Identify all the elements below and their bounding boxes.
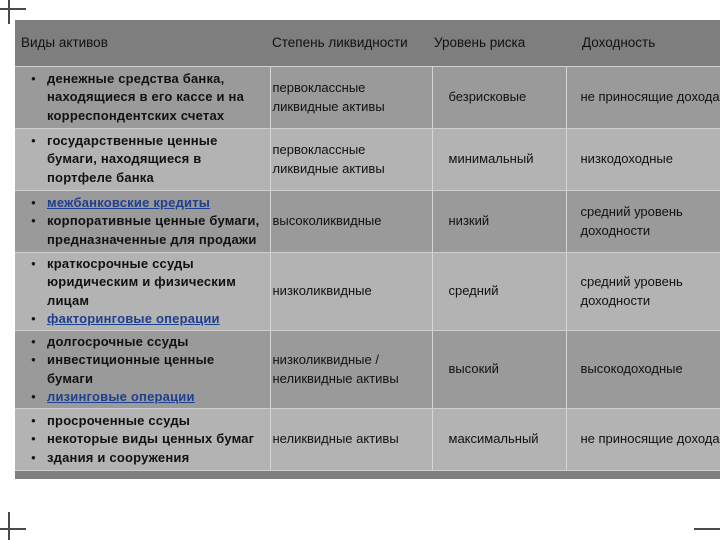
asset-text: юридическим и физическим: [47, 274, 237, 289]
asset-line: [19, 449, 270, 468]
bullet-dot-icon: ●: [31, 434, 36, 444]
table-row: [15, 409, 720, 471]
header-risk: Уровень риска: [432, 20, 566, 67]
asset-line: [19, 70, 270, 89]
liquidity-text: высоколиквидные: [272, 213, 382, 229]
asset-text: лицам: [47, 292, 90, 308]
asset-types-cell: [15, 67, 270, 129]
table-header-row: [15, 20, 720, 67]
asset-line: [19, 132, 270, 151]
asset-text: государственные ценные: [47, 132, 218, 148]
yield-cell: [566, 331, 720, 409]
asset-line: [19, 107, 270, 126]
risk-cell: [432, 129, 566, 191]
asset-link[interactable]: факторинговые операции: [47, 311, 220, 326]
risk-text: низкий: [448, 213, 490, 229]
risk-cell: [432, 409, 566, 471]
asset-text: бумаги, находящиеся в: [47, 151, 202, 167]
frame-bottom-left: [0, 528, 26, 530]
asset-line: [19, 212, 270, 231]
asset-line: [19, 430, 270, 449]
risk-text: безрисковые: [448, 89, 527, 105]
asset-text: денежные средства банка,: [47, 70, 225, 86]
bullet-dot-icon: ●: [31, 258, 36, 268]
liquidity-cell: [270, 129, 432, 191]
asset-line: [19, 388, 270, 407]
table-row: [15, 331, 720, 409]
liquidity-cell: [270, 67, 432, 129]
risk-cell: [432, 67, 566, 129]
asset-line: [19, 150, 270, 169]
asset-types-cell: [15, 409, 270, 471]
yield-text: не приносящие дохода: [580, 431, 720, 447]
liquidity-text: первоклассные: [272, 142, 366, 157]
asset-text: находящиеся в его кассе и на: [47, 89, 244, 105]
yield-cell: [566, 129, 720, 191]
bullet-dot-icon: ●: [31, 336, 36, 346]
yield-cell: [566, 67, 720, 129]
liquidity-text: низколиквидные: [272, 283, 372, 299]
bullet-dot-icon: ●: [31, 197, 36, 207]
header-asset-types: Виды активов: [15, 20, 270, 67]
asset-types-cell: [15, 129, 270, 191]
yield-text: доходности: [580, 292, 651, 308]
asset-line: [19, 169, 270, 188]
asset-text: портфеле банка: [47, 169, 154, 185]
bullet-dot-icon: ●: [31, 73, 36, 83]
asset-line: [19, 333, 270, 352]
asset-text: корпоративные ценные бумаги,: [47, 213, 260, 229]
bullet-dot-icon: ●: [31, 392, 36, 401]
liquidity-cell: [270, 191, 432, 253]
yield-text: высокодоходные: [580, 361, 683, 377]
bullet-dot-icon: ●: [31, 452, 36, 462]
table-row: [15, 129, 720, 191]
liquidity-text: неликвидные активы: [272, 431, 399, 447]
bullet-dot-icon: ●: [31, 314, 36, 323]
yield-text: средний уровень: [580, 204, 683, 219]
liquidity-text: неликвидные активы: [272, 370, 399, 386]
table-row: [15, 191, 720, 253]
asset-line: [19, 351, 270, 370]
table-row: [15, 253, 720, 331]
asset-text: некоторые виды ценных бумаг: [47, 431, 255, 447]
asset-line: [19, 292, 270, 311]
bullet-dot-icon: ●: [31, 355, 36, 364]
asset-types-cell: [15, 191, 270, 253]
asset-line: [19, 255, 270, 274]
risk-cell: [432, 331, 566, 409]
liquidity-text: ликвидные активы: [272, 160, 385, 176]
asset-text: корреспондентских счетах: [47, 107, 225, 123]
asset-text: инвестиционные ценные: [47, 352, 215, 367]
header-yield: Доходность: [566, 20, 720, 67]
yield-cell: [566, 253, 720, 331]
bullet-dot-icon: ●: [31, 135, 36, 145]
asset-line: [19, 273, 270, 292]
bullet-dot-icon: ●: [31, 216, 36, 226]
asset-text: предназначенные для продажи: [47, 231, 257, 247]
asset-text: здания и сооружения: [47, 449, 190, 465]
yield-text: низкодоходные: [580, 151, 673, 167]
asset-link[interactable]: межбанковские кредиты: [47, 194, 211, 210]
asset-text: краткосрочные ссуды: [47, 255, 194, 271]
bullet-dot-icon: ●: [31, 415, 36, 425]
asset-line: [19, 412, 270, 431]
asset-text: бумаги: [47, 370, 94, 386]
risk-text: высокий: [448, 361, 499, 377]
asset-link[interactable]: лизинговые операции: [47, 389, 195, 404]
yield-cell: [566, 191, 720, 253]
liquidity-table-container: [15, 20, 720, 479]
yield-text: не приносящие дохода: [580, 89, 720, 105]
asset-line: [19, 310, 270, 329]
risk-text: средний: [448, 283, 499, 299]
risk-text: минимальный: [448, 151, 534, 167]
header-liquidity: Степень ликвидности: [270, 20, 432, 67]
liquidity-text: первоклассные: [272, 80, 366, 95]
asset-types-cell: [15, 253, 270, 331]
asset-line: [19, 231, 270, 250]
asset-text: просроченные ссуды: [47, 412, 191, 428]
asset-line: [19, 88, 270, 107]
risk-cell: [432, 253, 566, 331]
asset-types-cell: [15, 331, 270, 409]
liquidity-text: низколиквидные /: [272, 352, 379, 367]
risk-text: максимальный: [448, 431, 539, 447]
yield-text: доходности: [580, 222, 651, 238]
liquidity-cell: [270, 409, 432, 471]
frame-left-bottom: [8, 512, 10, 540]
yield-cell: [566, 409, 720, 471]
asset-line: [19, 370, 270, 389]
liquidity-table: [15, 20, 720, 471]
liquidity-cell: [270, 331, 432, 409]
frame-bottom-right: [694, 528, 720, 530]
asset-line: [19, 194, 270, 213]
frame-top-left: [0, 8, 26, 10]
liquidity-text: ликвидные активы: [272, 98, 385, 114]
table-body: [15, 67, 720, 471]
risk-cell: [432, 191, 566, 253]
yield-text: средний уровень: [580, 274, 683, 289]
asset-text: долгосрочные ссуды: [47, 333, 189, 349]
table-row: [15, 67, 720, 129]
liquidity-cell: [270, 253, 432, 331]
frame-left-top: [8, 0, 10, 24]
